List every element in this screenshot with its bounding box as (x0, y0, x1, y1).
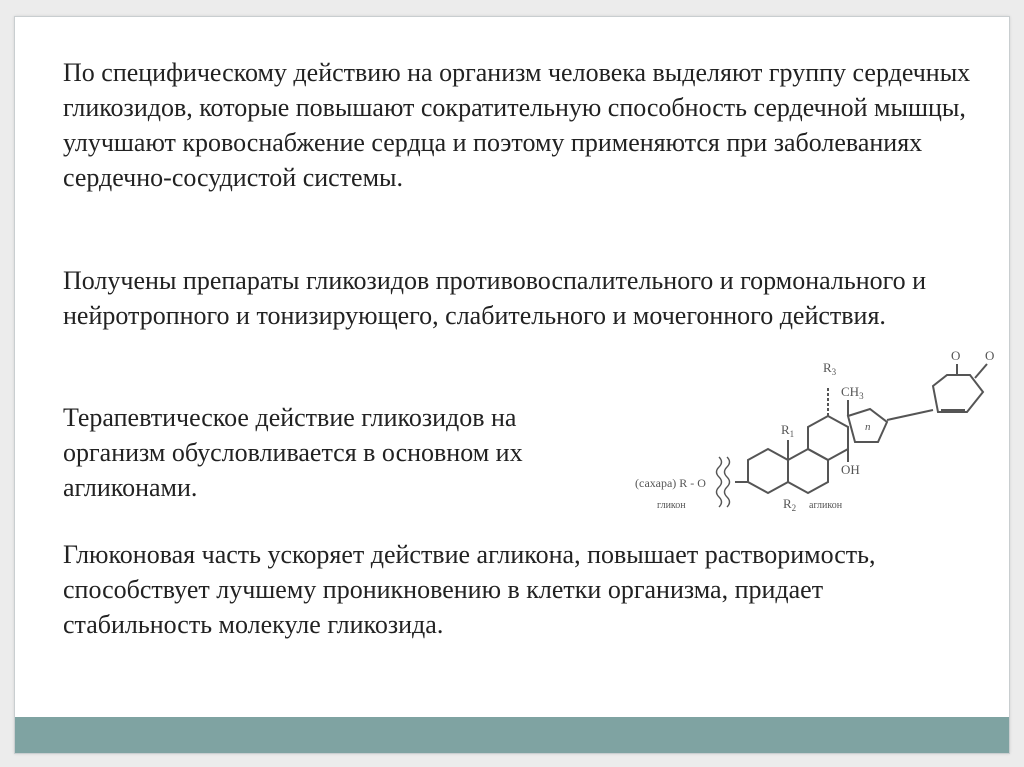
r2-label: $R_2$ (783, 496, 797, 513)
oh-label: OH (841, 462, 860, 477)
side-chain-bond (887, 410, 933, 420)
wavy-separator-1 (725, 457, 730, 507)
paragraph-glucone-part: Глюконовая часть ускоряет действие агликона, повышает растворимость, способствует лучшему проникновению в клетки организма, придает стабильность молекуле гликозида. (63, 540, 876, 639)
r3-label: $R_3$ (823, 360, 837, 377)
glycon-label: гликон (657, 500, 686, 511)
paragraph-preparations: Получены препараты гликозидов противовоспалительного и гормонального и нейротропного и тонизирующего, слабительного и мочегонного действия. (63, 266, 927, 330)
lactone-ring (933, 375, 983, 412)
slide (14, 16, 1010, 754)
ring-mark-label: n (865, 421, 871, 433)
paragraph-cardiac-glycosides: По специфическому действию на организм человека выделяют группу сердечных гликозидов, которые повышают сократительную способность сердечной мышцы, улучшают кровоснабжение сердца и поэтому применяются при заболеваниях сердечно-сосудистой системы. (63, 58, 971, 192)
r1-label: $R_1$ (781, 422, 795, 439)
wavy-separator-2 (717, 457, 722, 507)
glycoside-structure-diagram (615, 342, 1010, 547)
carbonyl-bond (975, 364, 987, 378)
aglycon-label: агликон (809, 500, 843, 511)
carbonyl-o-label: O (985, 348, 995, 363)
paragraph-therapeutic-action: Терапевтическое действие гликозидов на организм обусловливается в основном их агликонами. (63, 403, 523, 502)
sugar-label: (сахара) R - O (635, 476, 706, 490)
ring-a (748, 449, 788, 493)
lactone-o-label: O (951, 348, 961, 363)
bottom-band (15, 717, 1009, 753)
ch3-label: $CH_3$ (841, 384, 864, 401)
structure-svg (615, 342, 1010, 547)
ring-c (808, 416, 848, 460)
